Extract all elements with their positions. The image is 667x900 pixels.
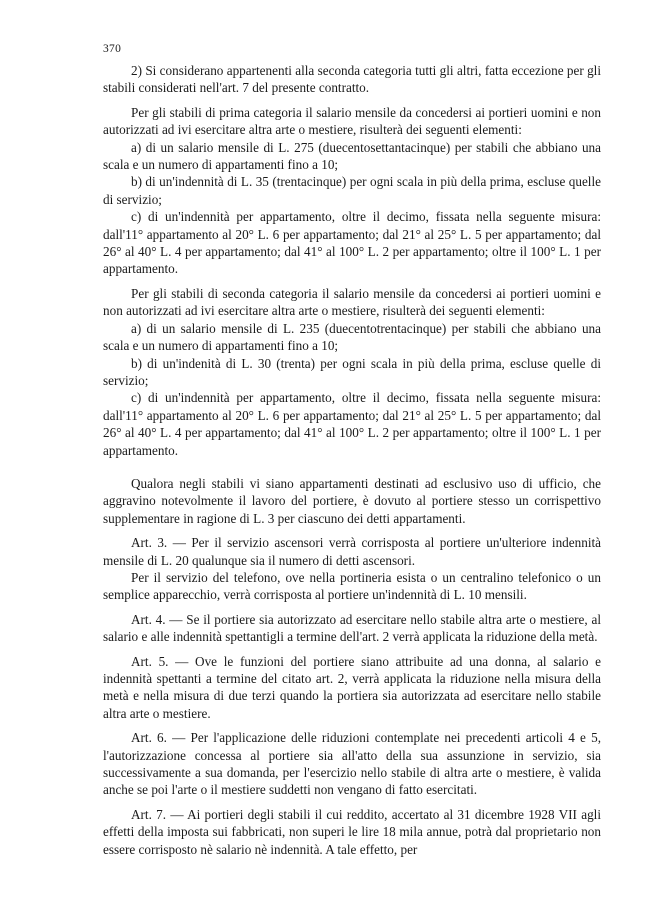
paragraph: Per il servizio del telefono, ove nella portineria esista o un centralino telefonico o un semplice apparecchio, verrà corrisposta al portiere un'indennità di L. 10 mensili. [103, 569, 601, 603]
paragraph: Art. 5. — Ove le funzioni del portiere siano attribuite ad una donna, al salario e indennità spettanti a termine del citato art. 2, verrà applicata la riduzione nella misura della metà e nella misura di due terzi quando la portiera sia autorizzata ad esercitare nello stabile altra arte o mestiere. [103, 653, 601, 721]
paragraph: Art. 4. — Se il portiere sia autorizzato ad esercitare nello stabile altra arte o mestiere, al salario e alle indennità spettantigli a termine dell'art. 2 verrà applicata la riduzione della metà. [103, 611, 601, 645]
paragraph: c) di un'indennità per appartamento, oltre il decimo, fissata nella seguente misura: dall'11° appartamento al 20° L. 6 per appartamento; dal 21° al 25° L. 5 per appartamento; dal 26° al 40° L. 4 per appartamento; dal 41° al 100° L. 2 per appartamento; oltre il 100° L. 1 per appartamento. [103, 390, 601, 458]
paragraph: a) di un salario mensile di L. 275 (duecentosettantacinque) per stabili che abbiano una scala e un numero di appartamenti fino a 10; [103, 139, 601, 173]
paragraph: Art. 6. — Per l'applicazione delle riduzioni contemplate nei precedenti articoli 4 e 5, l'autorizzazione concessa al portiere sia all'atto della sua assunzione in servizio, sia successivamente a sua domanda, per l'esercizio nello stabile di altra arte o mestiere, è valida anche se poi l'arte o il mestiere suddetti non vengano di fatto esercitati. [103, 730, 601, 798]
body-text [103, 62, 601, 858]
page-number: 370 [103, 43, 122, 55]
paragraph: b) di un'indennità di L. 35 (trentacinque) per ogni scala in più della prima, escluse quelle di servizio; [103, 174, 601, 207]
paragraph: Art. 7. — Ai portieri degli stabili il cui reddito, accertato al 31 dicembre 1928 VII agli effetti della imposta sui fabbricati, non superi le lire 18 mila annue, potrà dal proprietario non essere corrisposto nè salario nè indennità. A tale effetto, per [103, 806, 601, 857]
paragraph: b) di un'indenità di L. 30 (trenta) per ogni scala in più della prima, escluse quelle di servizio; [103, 355, 601, 388]
paragraph: Per gli stabili di prima categoria il salario mensile da concedersi ai portieri uomini e non autorizzati ad ivi esercitare altra arte o mestiere, risulterà dei seguenti elementi: [103, 104, 601, 138]
paragraph: Art. 3. — Per il servizio ascensori verrà corrisposta al portiere un'ulteriore indennità mensile di L. 20 qualunque sia il numero di detti ascensori. [103, 535, 601, 568]
paragraph: Qualora negli stabili vi siano appartamenti destinati ad esclusivo uso di ufficio, che aggravino notevolmente il lavoro del portiere, è dovuto al portiere stesso un corrispettivo supplementare in ragione di L. 3 per ciascuno dei detti appartamenti. [103, 475, 601, 526]
paragraph: c) di un'indennità per appartamento, oltre il decimo, fissata nella seguente misura: dall'11° appartamento al 20° L. 6 per appartamento; dal 21° al 25° L. 5 per appartamento; dal 26° al 40° L. 4 per appartamento; dal 41° al 100° L. 2 per appartamento; oltre il 100° L. 1 per appartamento. [103, 209, 601, 277]
paragraph: Per gli stabili di seconda categoria il salario mensile da concedersi ai portieri uomini e non autorizzati ad ivi esercitare altra arte o mestiere, risulterà dei seguenti elementi: [103, 285, 601, 319]
paragraph: a) di un salario mensile di L. 235 (duecentotrentacinque) per stabili che abbiano una scala e un numero di appartamenti fino a 10; [103, 320, 601, 354]
paragraph: 2) Si considerano appartenenti alla seconda categoria tutti gli altri, fatta eccezione per gli stabili considerati nell'art. 7 del presente contratto. [103, 63, 601, 96]
